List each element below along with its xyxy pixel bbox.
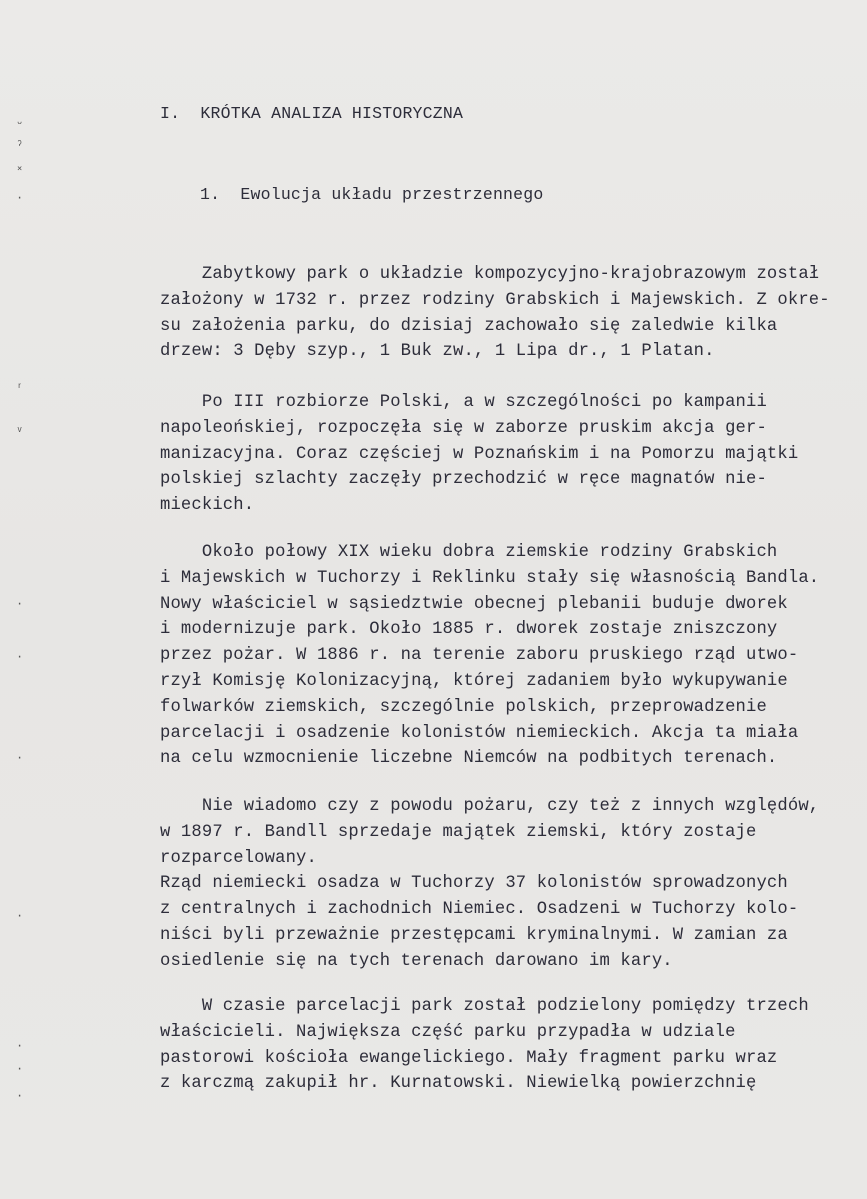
text-line: na celu wzmocnienie liczebne Niemców na podbitych terenach.: [160, 749, 778, 769]
margin-mark: ·: [16, 191, 24, 205]
text-line: napoleońskiej, rozpoczęła się w zaborze pruskim akcja ger-: [160, 418, 767, 438]
margin-mark: ˀ: [16, 139, 24, 153]
text-line: założony w 1732 r. przez rodziny Grabskich i Majewskich. Z okre-: [160, 290, 830, 310]
text-line: Nie wiadomo czy z powodu pożaru, czy też z innych względów,: [160, 797, 820, 816]
text-line: Zabytkowy park o układzie kompozycyjno-krajobrazowym został: [160, 265, 820, 284]
margin-mark: ·: [16, 597, 24, 611]
text-line: folwarków ziemskich, szczególnie polskich, przeprowadzenie: [160, 697, 767, 717]
text-line: Około połowy XIX wieku dobra ziemskie rodziny Grabskich: [160, 543, 778, 562]
text-line: i Majewskich w Tuchorzy i Reklinku stały się własnością Bandla.: [160, 568, 820, 588]
text-line: Rząd niemiecki osadza w Tuchorzy 37 kolonistów sprowadzonych: [160, 874, 788, 894]
text-line: z centralnych i zachodnich Niemiec. Osadzeni w Tuchorzy kolo-: [160, 900, 799, 920]
margin-mark: ·: [16, 650, 24, 664]
margin-mark: ᵕ: [16, 117, 24, 131]
text-line: su założenia parku, do dzisiaj zachowało się zaledwie kilka: [160, 316, 778, 336]
text-line: właścicieli. Największa część parku przypadła w udziale: [160, 1022, 736, 1042]
paragraph-germanization: [160, 390, 798, 519]
text-line: Nowy właściciel w sąsiedztwie obecnej plebanii buduje dworek: [160, 594, 788, 614]
text-line: i modernizuje park. Około 1885 r. dworek zostaje zniszczony: [160, 620, 778, 640]
text-line: w 1897 r. Bandll sprzedaje majątek ziemski, który zostaje: [160, 822, 757, 842]
text-line: drzew: 3 Dęby szyp., 1 Buk zw., 1 Lipa dr., 1 Platan.: [160, 342, 715, 362]
paragraph-park-division: [160, 994, 809, 1097]
section-heading: I. KRÓTKA ANALIZA HISTORYCZNA: [160, 104, 464, 123]
text-line: osiedlenie się na tych terenach darowano im kary.: [160, 951, 673, 971]
text-line: przez pożar. W 1886 r. na terenie zaboru pruskiego rząd utwo-: [160, 646, 799, 666]
margin-mark: ·: [16, 909, 24, 923]
margin-mark: ·: [16, 1039, 24, 1053]
margin-mark: ·: [16, 751, 24, 765]
subsection-heading: 1. Ewolucja układu przestrzennego: [200, 185, 544, 204]
paragraph-parcellation: [160, 794, 819, 975]
paragraph-bandl: [160, 540, 819, 772]
text-line: rzył Komisję Kolonizacyjną, której zadaniem było wykupywanie: [160, 671, 788, 691]
text-line: pastorowi kościoła ewangelickiego. Mały fragment parku wraz: [160, 1048, 778, 1068]
margin-mark: ·: [16, 1089, 24, 1103]
text-line: z karczmą zakupił hr. Kurnatowski. Niewielką powierzchnię: [160, 1074, 757, 1094]
margin-mark: ᵥ: [16, 421, 24, 435]
text-line: rozparcelowany.: [160, 848, 317, 868]
margin-mark: ˟: [16, 165, 24, 179]
text-line: mieckich.: [160, 496, 255, 516]
paragraph-founding: [160, 262, 830, 365]
text-line: Po III rozbiorze Polski, a w szczególności po kampanii: [160, 393, 767, 412]
text-line: polskiej szlachty zaczęły przechodzić w ręce magnatów nie-: [160, 470, 767, 490]
margin-mark: ʳ: [16, 381, 24, 395]
text-line: manizacyjna. Coraz częściej w Poznańskim i na Pomorzu majątki: [160, 444, 799, 464]
margin-mark: ·: [16, 1062, 24, 1076]
text-line: niści byli przeważnie przestępcami kryminalnymi. W zamian za: [160, 925, 788, 945]
text-line: parcelacji i osadzenie kolonistów niemieckich. Akcja ta miała: [160, 723, 799, 743]
text-line: W czasie parcelacji park został podzielony pomiędzy trzech: [160, 997, 809, 1016]
